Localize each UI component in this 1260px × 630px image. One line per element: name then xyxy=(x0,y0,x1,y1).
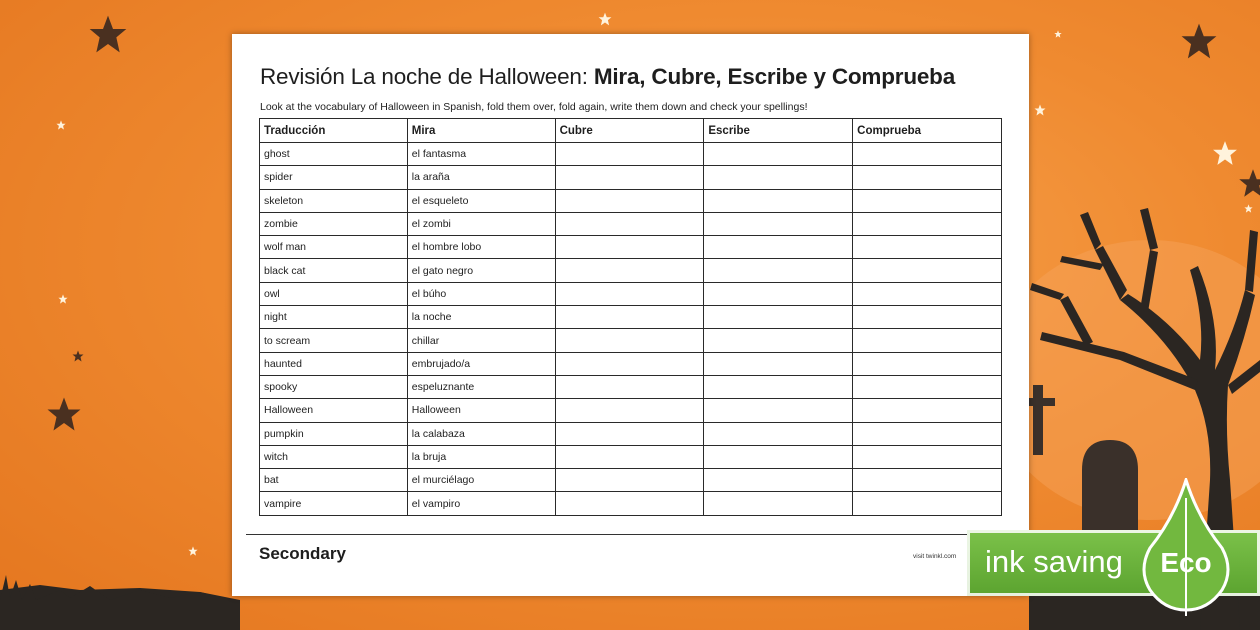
comprueba-cell xyxy=(853,422,1002,445)
table-row xyxy=(260,282,1002,305)
title-regular: Revisión La noche de Halloween: xyxy=(260,64,594,89)
translation-cell: wolf man xyxy=(260,236,408,259)
mira-cell: la bruja xyxy=(407,445,555,468)
mira-cell: la noche xyxy=(407,306,555,329)
table-row xyxy=(260,492,1002,515)
comprueba-cell xyxy=(853,282,1002,305)
comprueba-cell xyxy=(853,236,1002,259)
mira-cell: chillar xyxy=(407,329,555,352)
translation-cell: zombie xyxy=(260,212,408,235)
star-icon xyxy=(188,546,198,556)
translation-cell: black cat xyxy=(260,259,408,282)
escribe-cell xyxy=(704,399,853,422)
cubre-cell xyxy=(555,306,704,329)
translation-cell: night xyxy=(260,306,408,329)
translation-cell: to scream xyxy=(260,329,408,352)
star-icon xyxy=(1238,168,1260,198)
translation-cell: witch xyxy=(260,445,408,468)
table-row xyxy=(260,399,1002,422)
table-row xyxy=(260,422,1002,445)
cubre-cell xyxy=(555,445,704,468)
escribe-cell xyxy=(704,306,853,329)
table-row xyxy=(260,212,1002,235)
footer-label: Secondary xyxy=(259,544,346,563)
table-row xyxy=(260,189,1002,212)
star-icon xyxy=(72,350,84,362)
comprueba-cell xyxy=(853,469,1002,492)
translation-cell: bat xyxy=(260,469,408,492)
cubre-cell xyxy=(555,469,704,492)
escribe-cell xyxy=(704,329,853,352)
cubre-cell xyxy=(555,422,704,445)
escribe-cell xyxy=(704,375,853,398)
mira-cell: el gato negro xyxy=(407,259,555,282)
worksheet-instructions: Look at the vocabulary of Halloween in Spanish, fold them over, fold again, write them down and check your spellings! xyxy=(260,101,808,113)
table-row xyxy=(260,143,1002,166)
comprueba-cell xyxy=(853,212,1002,235)
escribe-cell xyxy=(704,469,853,492)
cubre-cell xyxy=(555,259,704,282)
star-icon xyxy=(1244,204,1253,213)
comprueba-cell xyxy=(853,306,1002,329)
table-row xyxy=(260,375,1002,398)
column-header: Mira xyxy=(407,119,555,143)
translation-cell: vampire xyxy=(260,492,408,515)
vocabulary-table xyxy=(259,118,1002,516)
escribe-cell xyxy=(704,492,853,515)
table-row xyxy=(260,166,1002,189)
table-header-row xyxy=(260,119,1002,143)
escribe-cell xyxy=(704,282,853,305)
cubre-cell xyxy=(555,189,704,212)
column-header: Cubre xyxy=(555,119,704,143)
comprueba-cell xyxy=(853,189,1002,212)
cubre-cell xyxy=(555,399,704,422)
title-bold: Mira, Cubre, Escribe y Comprueba xyxy=(593,64,956,89)
mira-cell: la araña xyxy=(407,166,555,189)
mira-cell: la calabaza xyxy=(407,422,555,445)
escribe-cell xyxy=(704,236,853,259)
mira-cell: el hombre lobo xyxy=(407,236,555,259)
translation-cell: skeleton xyxy=(260,189,408,212)
cubre-cell xyxy=(555,212,704,235)
comprueba-cell xyxy=(853,399,1002,422)
column-header: Traducción xyxy=(260,119,408,143)
table-row xyxy=(260,306,1002,329)
mira-cell: el vampiro xyxy=(407,492,555,515)
escribe-cell xyxy=(704,189,853,212)
escribe-cell xyxy=(704,143,853,166)
escribe-cell xyxy=(704,259,853,282)
worksheet-title xyxy=(260,64,955,90)
table-row xyxy=(260,469,1002,492)
cubre-cell xyxy=(555,375,704,398)
comprueba-cell xyxy=(853,166,1002,189)
star-icon xyxy=(58,294,68,304)
table-row xyxy=(260,236,1002,259)
cubre-cell xyxy=(555,492,704,515)
cubre-cell xyxy=(555,329,704,352)
star-icon xyxy=(1034,104,1046,116)
mira-cell: embrujado/a xyxy=(407,352,555,375)
translation-cell: haunted xyxy=(260,352,408,375)
table-row xyxy=(260,352,1002,375)
worksheet-page xyxy=(232,34,1029,596)
table-row xyxy=(260,445,1002,468)
comprueba-cell xyxy=(853,492,1002,515)
comprueba-cell xyxy=(853,329,1002,352)
comprueba-cell xyxy=(853,375,1002,398)
ink-saving-label: ink saving xyxy=(985,544,1123,579)
mira-cell: el murciélago xyxy=(407,469,555,492)
mira-cell: el esqueleto xyxy=(407,189,555,212)
mira-cell: el zombi xyxy=(407,212,555,235)
star-icon xyxy=(88,14,128,54)
translation-cell: spider xyxy=(260,166,408,189)
translation-cell: owl xyxy=(260,282,408,305)
translation-cell: spooky xyxy=(260,375,408,398)
comprueba-cell xyxy=(853,259,1002,282)
table-row xyxy=(260,259,1002,282)
table-row xyxy=(260,329,1002,352)
footer-url: visit twinkl.com xyxy=(913,553,957,560)
comprueba-cell xyxy=(853,352,1002,375)
star-icon xyxy=(1180,22,1218,60)
escribe-cell xyxy=(704,166,853,189)
cubre-cell xyxy=(555,352,704,375)
mira-cell: espeluznante xyxy=(407,375,555,398)
column-header: Comprueba xyxy=(853,119,1002,143)
escribe-cell xyxy=(704,352,853,375)
comprueba-cell xyxy=(853,143,1002,166)
column-header: Escribe xyxy=(704,119,853,143)
translation-cell: Halloween xyxy=(260,399,408,422)
star-icon xyxy=(598,12,612,26)
footer-divider xyxy=(246,534,1015,535)
eco-drop-icon xyxy=(1138,478,1234,618)
translation-cell: ghost xyxy=(260,143,408,166)
star-icon xyxy=(56,120,66,130)
mira-cell: el búho xyxy=(407,282,555,305)
cubre-cell xyxy=(555,143,704,166)
eco-drop-label: Eco xyxy=(1160,547,1212,578)
escribe-cell xyxy=(704,212,853,235)
star-icon xyxy=(1054,30,1062,38)
mira-cell: el fantasma xyxy=(407,143,555,166)
escribe-cell xyxy=(704,422,853,445)
comprueba-cell xyxy=(853,445,1002,468)
cubre-cell xyxy=(555,166,704,189)
escribe-cell xyxy=(704,445,853,468)
star-icon xyxy=(46,396,82,432)
translation-cell: pumpkin xyxy=(260,422,408,445)
mira-cell: Halloween xyxy=(407,399,555,422)
cubre-cell xyxy=(555,236,704,259)
star-icon xyxy=(1212,140,1238,166)
cubre-cell xyxy=(555,282,704,305)
